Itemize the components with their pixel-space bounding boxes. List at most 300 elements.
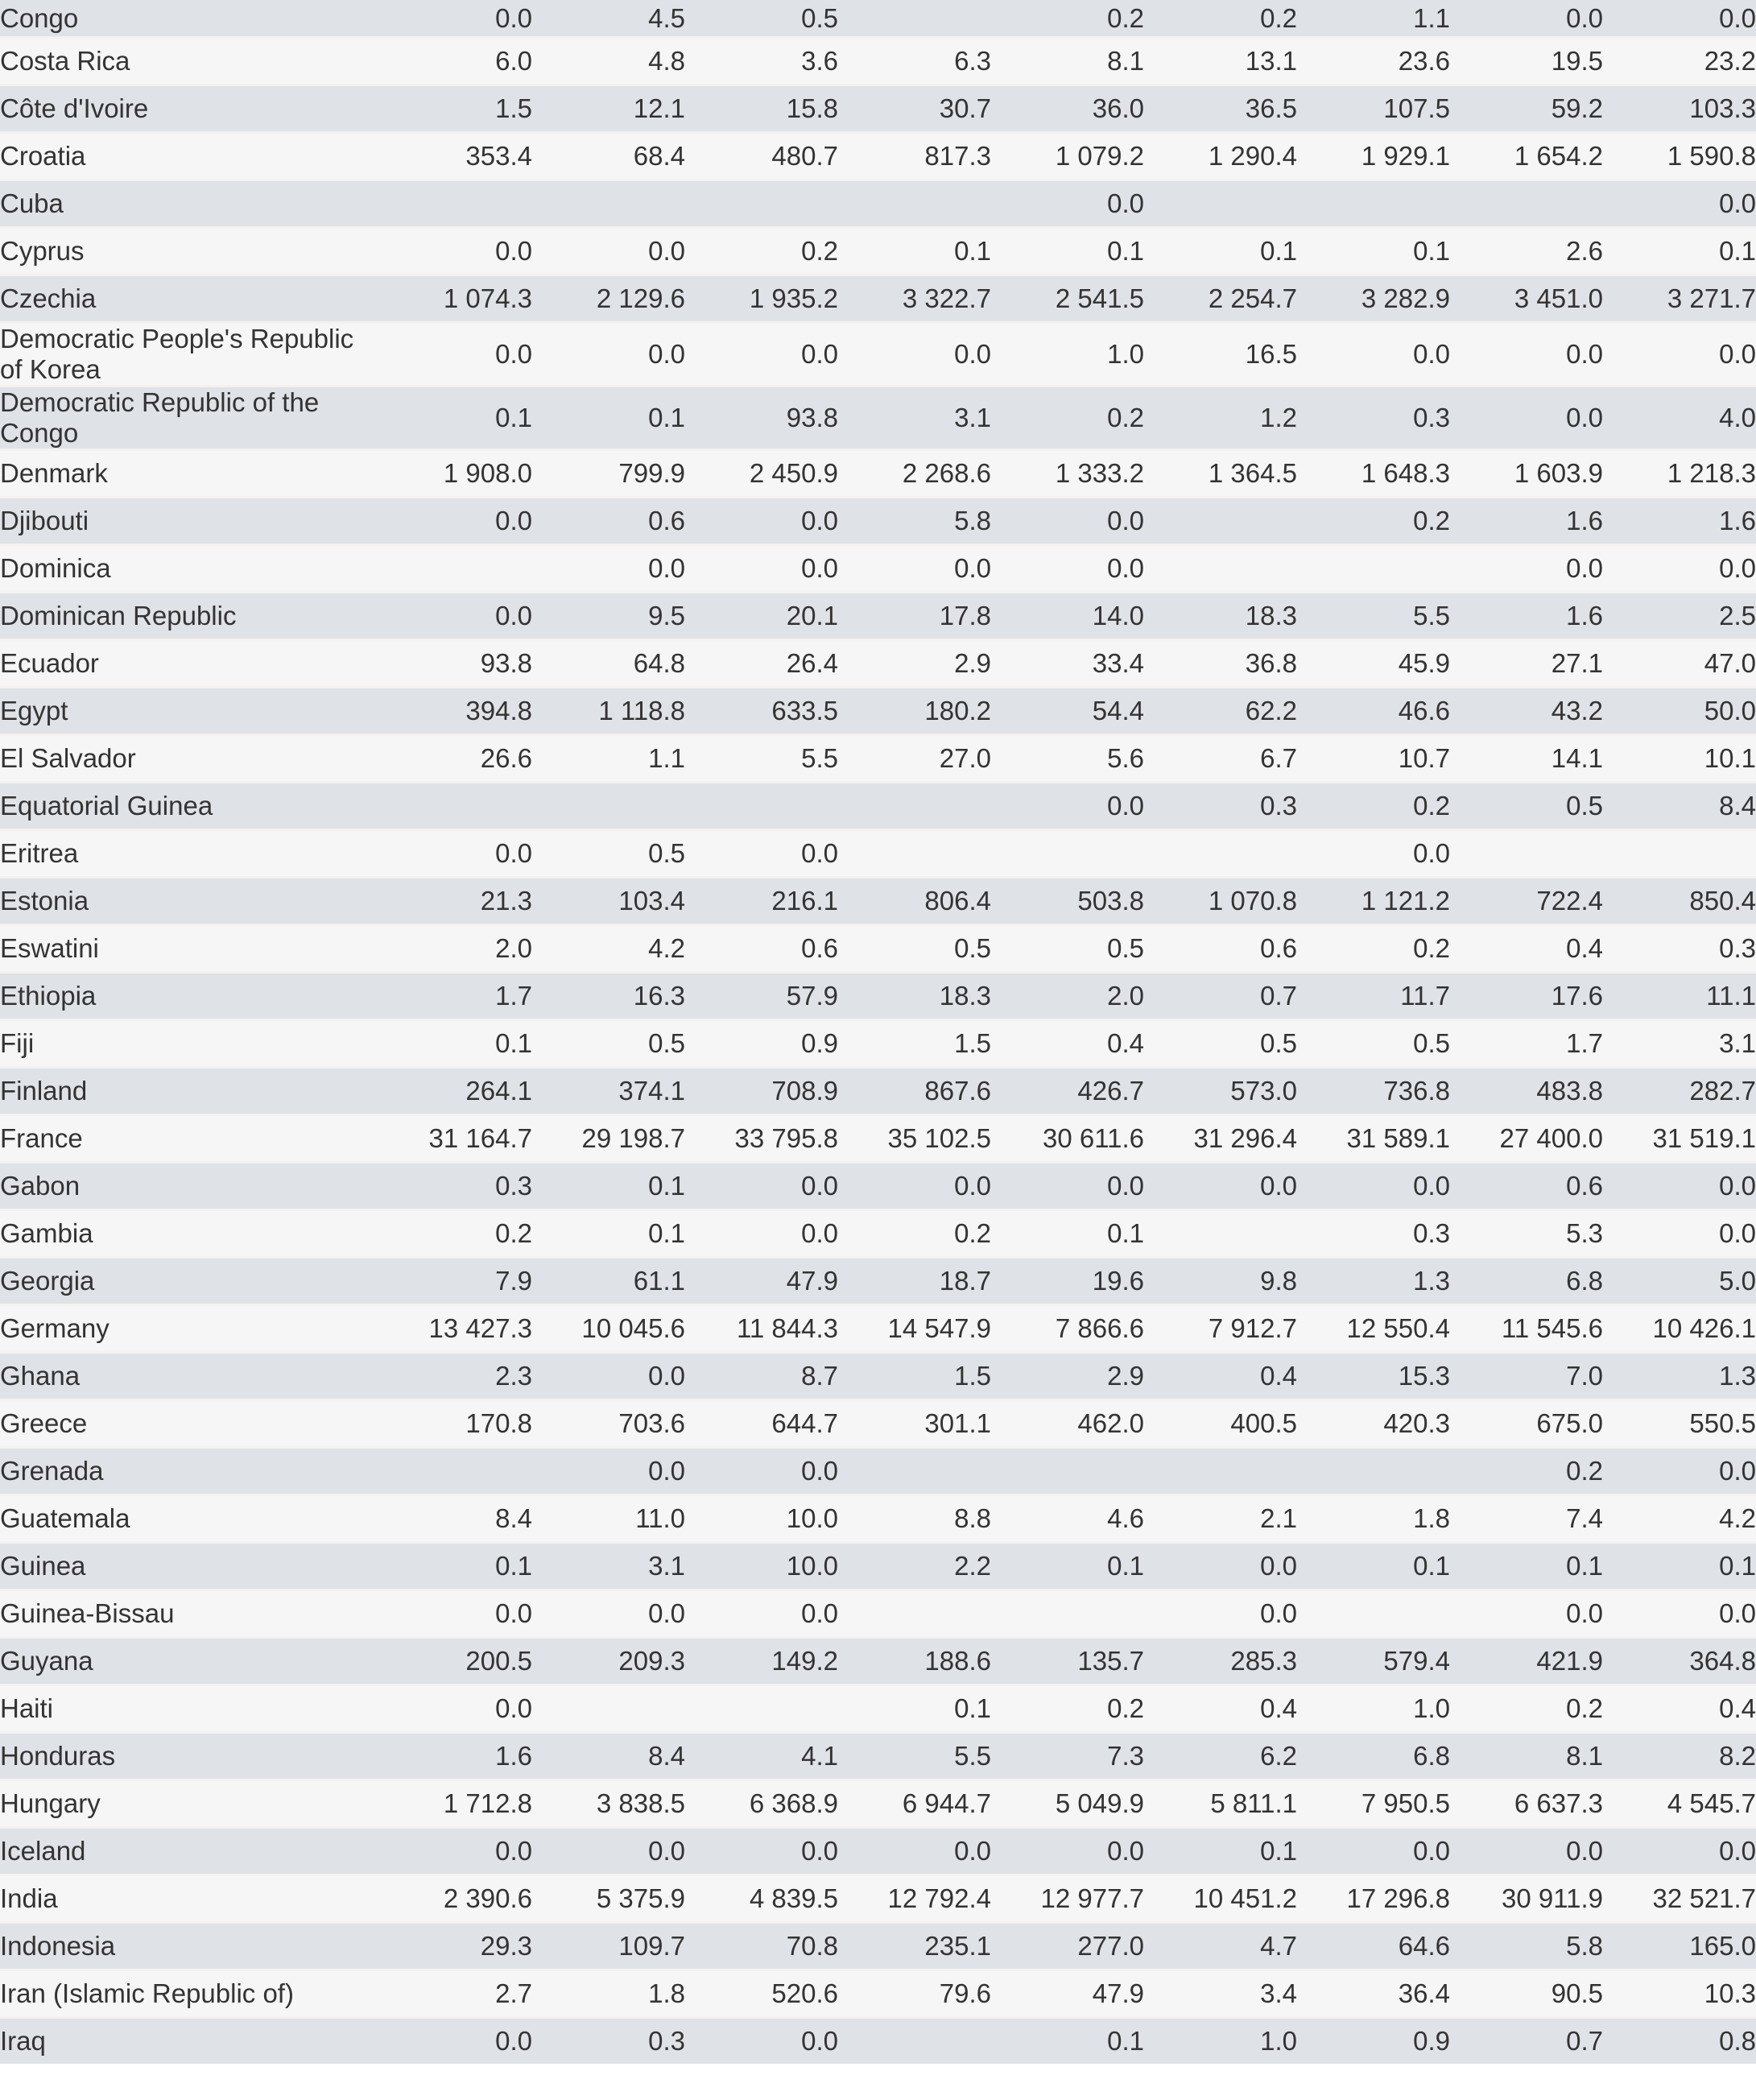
- value-cell: 0.1: [1603, 228, 1756, 275]
- value-cell: 0.2: [685, 228, 838, 275]
- value-cell: 0.3: [1603, 925, 1756, 973]
- value-cell: 0.0: [1450, 545, 1603, 593]
- table-row: [0, 1448, 1756, 1495]
- value-cell: 1.1: [1297, 0, 1450, 38]
- value-cell: 1 218.3: [1603, 450, 1756, 498]
- table-row: [0, 1733, 1756, 1780]
- value-cell: 0.0: [1450, 1590, 1603, 1638]
- value-cell: 1.0: [991, 323, 1144, 387]
- value-cell: 30.7: [838, 85, 991, 133]
- value-cell: 0.0: [379, 830, 532, 878]
- value-cell: 353.4: [379, 133, 532, 180]
- value-cell: 19.5: [1450, 38, 1603, 85]
- country-name-cell: Fiji: [0, 1020, 379, 1068]
- value-cell: 7 950.5: [1297, 1780, 1450, 1828]
- value-cell: 46.6: [1297, 688, 1450, 735]
- value-cell: 7.9: [379, 1258, 532, 1305]
- value-cell: 0.4: [991, 1020, 1144, 1068]
- value-cell: 1.6: [379, 1733, 532, 1780]
- value-cell: 2 541.5: [991, 275, 1144, 323]
- value-cell: 0.3: [532, 2018, 685, 2065]
- value-cell: 2.9: [991, 1353, 1144, 1400]
- value-cell: 0.0: [532, 228, 685, 275]
- value-cell: 0.0: [685, 1163, 838, 1210]
- value-cell: 3 838.5: [532, 1780, 685, 1828]
- value-cell: 0.6: [1144, 925, 1297, 973]
- value-cell: 5.3: [1450, 1210, 1603, 1258]
- value-cell: 8.4: [379, 1495, 532, 1543]
- value-cell: 0.8: [1603, 2018, 1756, 2065]
- value-cell: 165.0: [1603, 1923, 1756, 1970]
- value-cell: 5.5: [1297, 593, 1450, 640]
- country-name-cell: Czechia: [0, 275, 379, 323]
- table-row: [0, 1258, 1756, 1305]
- country-name-cell: Congo: [0, 0, 379, 38]
- value-cell: 26.4: [685, 640, 838, 688]
- table-row: [0, 1638, 1756, 1685]
- value-cell: 703.6: [532, 1400, 685, 1448]
- table-row: [0, 545, 1756, 593]
- country-name-cell: Honduras: [0, 1733, 379, 1780]
- value-cell: 3.1: [838, 387, 991, 450]
- value-cell: 235.1: [838, 1923, 991, 1970]
- value-cell: 0.5: [838, 925, 991, 973]
- value-cell: 10.0: [685, 1543, 838, 1590]
- value-cell: 36.0: [991, 85, 1144, 133]
- value-cell: [1603, 830, 1756, 878]
- value-cell: [685, 783, 838, 830]
- value-cell: 21.3: [379, 878, 532, 925]
- value-cell: 0.0: [685, 498, 838, 545]
- value-cell: 5.8: [838, 498, 991, 545]
- value-cell: 30 911.9: [1450, 1875, 1603, 1923]
- value-cell: 0.0: [1297, 830, 1450, 878]
- value-cell: 5.0: [1603, 1258, 1756, 1305]
- value-cell: [379, 180, 532, 228]
- value-cell: 0.1: [838, 228, 991, 275]
- value-cell: 2 254.7: [1144, 275, 1297, 323]
- value-cell: 0.9: [1297, 2018, 1450, 2065]
- table-row: [0, 783, 1756, 830]
- value-cell: 0.0: [379, 228, 532, 275]
- value-cell: 2.1: [1144, 1495, 1297, 1543]
- country-name-cell: Guyana: [0, 1638, 379, 1685]
- value-cell: 0.6: [532, 498, 685, 545]
- country-name-cell: Haiti: [0, 1685, 379, 1733]
- value-cell: 1.8: [1297, 1495, 1450, 1543]
- value-cell: 0.2: [991, 1685, 1144, 1733]
- value-cell: [1144, 1448, 1297, 1495]
- value-cell: [379, 545, 532, 593]
- value-cell: 36.4: [1297, 1970, 1450, 2018]
- value-cell: 1 070.8: [1144, 878, 1297, 925]
- value-cell: 0.2: [838, 1210, 991, 1258]
- value-cell: 62.2: [1144, 688, 1297, 735]
- value-cell: 3.1: [1603, 1020, 1756, 1068]
- value-cell: 1.6: [1450, 593, 1603, 640]
- value-cell: 188.6: [838, 1638, 991, 1685]
- value-cell: 579.4: [1297, 1638, 1450, 1685]
- value-cell: 0.0: [1603, 180, 1756, 228]
- value-cell: 70.8: [685, 1923, 838, 1970]
- value-cell: 93.8: [685, 387, 838, 450]
- table-row: [0, 1400, 1756, 1448]
- value-cell: 0.1: [1603, 1543, 1756, 1590]
- value-cell: [1297, 1448, 1450, 1495]
- value-cell: 64.6: [1297, 1923, 1450, 1970]
- country-name-cell: Costa Rica: [0, 38, 379, 85]
- value-cell: 0.0: [532, 545, 685, 593]
- value-cell: 4 545.7: [1603, 1780, 1756, 1828]
- value-cell: 1 290.4: [1144, 133, 1297, 180]
- value-cell: 1 908.0: [379, 450, 532, 498]
- value-cell: 13 427.3: [379, 1305, 532, 1353]
- value-cell: 0.5: [685, 0, 838, 38]
- value-cell: 23.6: [1297, 38, 1450, 85]
- value-cell: 4 839.5: [685, 1875, 838, 1923]
- value-cell: 4.8: [532, 38, 685, 85]
- value-cell: 68.4: [532, 133, 685, 180]
- value-cell: 36.5: [1144, 85, 1297, 133]
- value-cell: 7.4: [1450, 1495, 1603, 1543]
- value-cell: [1144, 545, 1297, 593]
- value-cell: 736.8: [1297, 1068, 1450, 1115]
- value-cell: 1.6: [1603, 498, 1756, 545]
- country-name-cell: Finland: [0, 1068, 379, 1115]
- value-cell: 0.0: [1450, 0, 1603, 38]
- value-cell: 364.8: [1603, 1638, 1756, 1685]
- value-cell: 1 364.5: [1144, 450, 1297, 498]
- value-cell: 47.9: [685, 1258, 838, 1305]
- value-cell: 5 375.9: [532, 1875, 685, 1923]
- country-name-cell: Georgia: [0, 1258, 379, 1305]
- country-name-cell: Gambia: [0, 1210, 379, 1258]
- country-name-cell: Denmark: [0, 450, 379, 498]
- value-cell: 0.0: [991, 783, 1144, 830]
- value-cell: 0.0: [532, 1353, 685, 1400]
- table-row: [0, 1305, 1756, 1353]
- value-cell: 12.1: [532, 85, 685, 133]
- value-cell: 15.8: [685, 85, 838, 133]
- country-name-cell: France: [0, 1115, 379, 1163]
- value-cell: 1.5: [838, 1020, 991, 1068]
- value-cell: 0.0: [685, 1590, 838, 1638]
- value-cell: [1144, 498, 1297, 545]
- value-cell: 2 268.6: [838, 450, 991, 498]
- table-row: [0, 1210, 1756, 1258]
- value-cell: 14 547.9: [838, 1305, 991, 1353]
- value-cell: 0.0: [532, 1448, 685, 1495]
- value-cell: 0.1: [379, 1543, 532, 1590]
- value-cell: 0.0: [685, 1828, 838, 1875]
- value-cell: 26.6: [379, 735, 532, 783]
- table-row: [0, 0, 1756, 38]
- value-cell: 394.8: [379, 688, 532, 735]
- value-cell: 0.0: [685, 1448, 838, 1495]
- value-cell: 708.9: [685, 1068, 838, 1115]
- value-cell: 2.3: [379, 1353, 532, 1400]
- table-row: [0, 1020, 1756, 1068]
- value-cell: 1 935.2: [685, 275, 838, 323]
- value-cell: 109.7: [532, 1923, 685, 1970]
- country-name-cell: Grenada: [0, 1448, 379, 1495]
- value-cell: 0.4: [1450, 925, 1603, 973]
- value-cell: 520.6: [685, 1970, 838, 2018]
- value-cell: 8.1: [991, 38, 1144, 85]
- table-row: [0, 133, 1756, 180]
- value-cell: 4.7: [1144, 1923, 1297, 1970]
- value-cell: 0.0: [991, 180, 1144, 228]
- value-cell: 57.9: [685, 973, 838, 1020]
- value-cell: 0.2: [1297, 498, 1450, 545]
- value-cell: 0.3: [379, 1163, 532, 1210]
- value-cell: 0.0: [532, 1828, 685, 1875]
- value-cell: 483.8: [1450, 1068, 1603, 1115]
- value-cell: 0.0: [1450, 1828, 1603, 1875]
- table-row: [0, 925, 1756, 973]
- value-cell: 0.0: [991, 545, 1144, 593]
- value-cell: 5 049.9: [991, 1780, 1144, 1828]
- value-cell: 0.0: [991, 1828, 1144, 1875]
- country-name-cell: Eswatini: [0, 925, 379, 973]
- value-cell: 47.9: [991, 1970, 1144, 2018]
- value-cell: [685, 1685, 838, 1733]
- value-cell: 1 074.3: [379, 275, 532, 323]
- value-cell: 19.6: [991, 1258, 1144, 1305]
- value-cell: [1297, 180, 1450, 228]
- value-cell: 5.8: [1450, 1923, 1603, 1970]
- value-cell: 0.5: [1450, 783, 1603, 830]
- value-cell: 0.0: [1603, 1828, 1756, 1875]
- value-cell: 0.5: [532, 1020, 685, 1068]
- value-cell: 1.2: [1144, 387, 1297, 450]
- value-cell: 0.0: [685, 830, 838, 878]
- country-name-cell: Ethiopia: [0, 973, 379, 1020]
- value-cell: 0.0: [991, 498, 1144, 545]
- value-cell: 1.7: [1450, 1020, 1603, 1068]
- value-cell: 0.0: [685, 323, 838, 387]
- table-row: [0, 1353, 1756, 1400]
- value-cell: 12 550.4: [1297, 1305, 1450, 1353]
- table-row: [0, 593, 1756, 640]
- table-row: [0, 85, 1756, 133]
- value-cell: 17.6: [1450, 973, 1603, 1020]
- value-cell: 1 590.8: [1603, 133, 1756, 180]
- value-cell: 0.0: [838, 323, 991, 387]
- value-cell: 0.0: [1450, 323, 1603, 387]
- country-name-cell: Iran (Islamic Republic of): [0, 1970, 379, 2018]
- country-name-cell: Djibouti: [0, 498, 379, 545]
- value-cell: 29.3: [379, 1923, 532, 1970]
- value-cell: 79.6: [838, 1970, 991, 2018]
- table-row: [0, 1923, 1756, 1970]
- value-cell: 1.1: [532, 735, 685, 783]
- value-cell: 6.7: [1144, 735, 1297, 783]
- value-cell: 8.2: [1603, 1733, 1756, 1780]
- value-cell: 1.0: [1144, 2018, 1297, 2065]
- value-cell: 0.0: [379, 1590, 532, 1638]
- value-cell: 6.2: [1144, 1733, 1297, 1780]
- table-row: [0, 38, 1756, 85]
- value-cell: 799.9: [532, 450, 685, 498]
- table-row: [0, 275, 1756, 323]
- value-cell: 59.2: [1450, 85, 1603, 133]
- value-cell: 149.2: [685, 1638, 838, 1685]
- value-cell: 0.4: [1144, 1353, 1297, 1400]
- value-cell: 18.3: [838, 973, 991, 1020]
- value-cell: 20.1: [685, 593, 838, 640]
- value-cell: 0.5: [991, 925, 1144, 973]
- value-cell: 3.1: [532, 1543, 685, 1590]
- value-cell: 27.1: [1450, 640, 1603, 688]
- value-cell: 0.0: [685, 1210, 838, 1258]
- value-cell: 14.1: [1450, 735, 1603, 783]
- value-cell: 10 045.6: [532, 1305, 685, 1353]
- table-row: [0, 1828, 1756, 1875]
- value-cell: 43.2: [1450, 688, 1603, 735]
- value-cell: 1.3: [1603, 1353, 1756, 1400]
- value-cell: 29 198.7: [532, 1115, 685, 1163]
- value-cell: 0.5: [1144, 1020, 1297, 1068]
- value-cell: 0.0: [991, 1163, 1144, 1210]
- value-cell: 9.8: [1144, 1258, 1297, 1305]
- value-cell: 2.2: [838, 1543, 991, 1590]
- value-cell: 27.0: [838, 735, 991, 783]
- value-cell: 31 519.1: [1603, 1115, 1756, 1163]
- value-cell: 0.7: [1450, 2018, 1603, 2065]
- value-cell: 0.0: [1297, 1163, 1450, 1210]
- value-cell: 107.5: [1297, 85, 1450, 133]
- value-cell: [838, 830, 991, 878]
- value-cell: 0.0: [1603, 1448, 1756, 1495]
- value-cell: 867.6: [838, 1068, 991, 1115]
- value-cell: 0.0: [838, 1828, 991, 1875]
- country-name-cell: Côte d'Ivoire: [0, 85, 379, 133]
- value-cell: [1144, 180, 1297, 228]
- value-cell: 277.0: [991, 1923, 1144, 1970]
- value-cell: 3.4: [1144, 1970, 1297, 2018]
- value-cell: 0.0: [1603, 0, 1756, 38]
- table-row: [0, 640, 1756, 688]
- value-cell: 550.5: [1603, 1400, 1756, 1448]
- table-row: [0, 2018, 1756, 2065]
- value-cell: 0.4: [1144, 1685, 1297, 1733]
- country-name-cell: Cuba: [0, 180, 379, 228]
- value-cell: 573.0: [1144, 1068, 1297, 1115]
- value-cell: 17.8: [838, 593, 991, 640]
- value-cell: 9.5: [532, 593, 685, 640]
- value-cell: 0.1: [1450, 1543, 1603, 1590]
- value-cell: 4.1: [685, 1733, 838, 1780]
- value-cell: [838, 1590, 991, 1638]
- value-cell: 7 866.6: [991, 1305, 1144, 1353]
- value-cell: 2.5: [1603, 593, 1756, 640]
- value-cell: 264.1: [379, 1068, 532, 1115]
- country-name-cell: Germany: [0, 1305, 379, 1353]
- value-cell: 0.0: [379, 323, 532, 387]
- value-cell: [532, 180, 685, 228]
- value-cell: 0.2: [379, 1210, 532, 1258]
- value-cell: [838, 180, 991, 228]
- value-cell: 10.0: [685, 1495, 838, 1543]
- country-name-cell: Croatia: [0, 133, 379, 180]
- table-row: [0, 688, 1756, 735]
- country-name-cell: Dominican Republic: [0, 593, 379, 640]
- value-cell: 103.3: [1603, 85, 1756, 133]
- value-cell: 503.8: [991, 878, 1144, 925]
- value-cell: 0.0: [1603, 545, 1756, 593]
- value-cell: [991, 830, 1144, 878]
- value-cell: 374.1: [532, 1068, 685, 1115]
- value-cell: [1144, 1210, 1297, 1258]
- value-cell: 0.0: [1603, 1590, 1756, 1638]
- value-cell: 301.1: [838, 1400, 991, 1448]
- country-name-cell: Estonia: [0, 878, 379, 925]
- value-cell: 0.0: [1144, 1163, 1297, 1210]
- value-cell: 806.4: [838, 878, 991, 925]
- value-cell: 0.9: [685, 1020, 838, 1068]
- value-cell: 11.0: [532, 1495, 685, 1543]
- value-cell: 10 426.1: [1603, 1305, 1756, 1353]
- table-row: [0, 973, 1756, 1020]
- value-cell: 4.2: [532, 925, 685, 973]
- value-cell: 0.1: [379, 1020, 532, 1068]
- value-cell: 0.0: [1603, 1163, 1756, 1210]
- value-cell: [838, 1448, 991, 1495]
- value-cell: [685, 180, 838, 228]
- country-name-cell: Eritrea: [0, 830, 379, 878]
- value-cell: 0.0: [532, 323, 685, 387]
- table-row: [0, 1780, 1756, 1828]
- value-cell: 11.7: [1297, 973, 1450, 1020]
- value-cell: 61.1: [532, 1258, 685, 1305]
- value-cell: 421.9: [1450, 1638, 1603, 1685]
- table-row: [0, 1495, 1756, 1543]
- value-cell: 14.0: [991, 593, 1144, 640]
- value-cell: 45.9: [1297, 640, 1450, 688]
- country-name-cell: Iraq: [0, 2018, 379, 2065]
- country-name-cell: Democratic People's Republic of Korea: [0, 323, 379, 387]
- value-cell: 93.8: [379, 640, 532, 688]
- table-row: [0, 1685, 1756, 1733]
- value-cell: 90.5: [1450, 1970, 1603, 2018]
- value-cell: 1 333.2: [991, 450, 1144, 498]
- value-cell: 0.0: [379, 1685, 532, 1733]
- value-cell: 1 603.9: [1450, 450, 1603, 498]
- value-cell: 180.2: [838, 688, 991, 735]
- value-cell: 6.3: [838, 38, 991, 85]
- value-cell: 209.3: [532, 1638, 685, 1685]
- value-cell: 0.0: [838, 1163, 991, 1210]
- value-cell: 4.2: [1603, 1495, 1756, 1543]
- country-name-cell: Egypt: [0, 688, 379, 735]
- value-cell: [1450, 180, 1603, 228]
- value-cell: 0.1: [532, 387, 685, 450]
- country-name-cell: Hungary: [0, 1780, 379, 1828]
- value-cell: 0.0: [1603, 1210, 1756, 1258]
- value-cell: [991, 1448, 1144, 1495]
- value-cell: 0.0: [379, 498, 532, 545]
- value-cell: 1.8: [532, 1970, 685, 2018]
- table-row: [0, 735, 1756, 783]
- country-name-cell: Democratic Republic of the Congo: [0, 387, 379, 450]
- value-cell: 1 118.8: [532, 688, 685, 735]
- table-row: [0, 323, 1756, 387]
- value-cell: 0.1: [1297, 228, 1450, 275]
- value-cell: 400.5: [1144, 1400, 1297, 1448]
- value-cell: [1450, 830, 1603, 878]
- value-cell: [379, 1448, 532, 1495]
